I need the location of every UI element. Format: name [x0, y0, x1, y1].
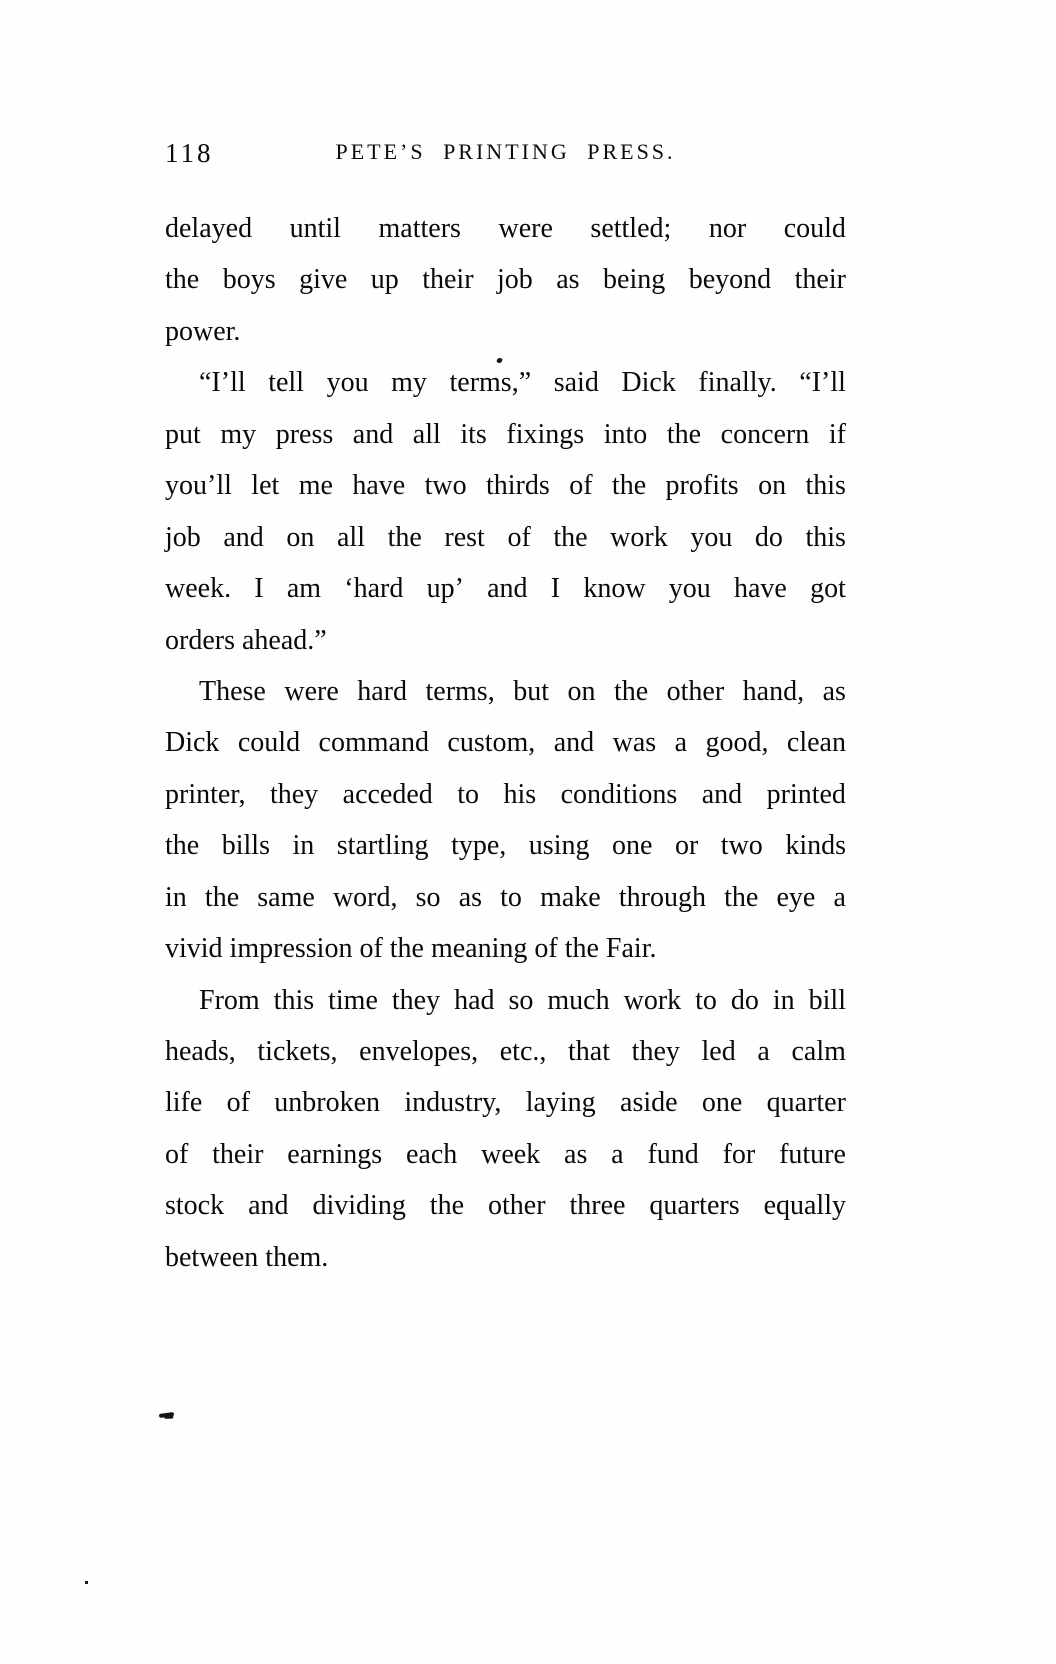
text-line: “I’ll tell you my terms,” said Dick finally. “I’ll [199, 367, 846, 399]
text-line: vivid impression of the meaning of the Fair. [165, 933, 657, 965]
text-line: heads, tickets, envelopes, etc., that they led a calm [165, 1036, 846, 1067]
text-line: you’ll let me have two thirds of the profits on this [165, 470, 846, 502]
ink-dot-artifact [85, 1581, 88, 1584]
text-line: printer, they acceded to his conditions and printed [165, 778, 846, 810]
text-line: delayed until matters were settled; nor could [165, 213, 846, 244]
page-number: 118 [165, 138, 214, 168]
text-line: orders ahead.” [165, 624, 327, 656]
text-line: job and on all the rest of the work you do this [165, 521, 846, 553]
running-head: PETE’S PRINTING PRESS. [335, 139, 676, 164]
text-line: the boys give up their job as being beyond their [165, 264, 846, 296]
text-line: These were hard terms, but on the other hand, as [199, 675, 846, 707]
text-line: in the same word, so as to make through the eye a [165, 881, 846, 913]
stray-pen-mark-artifact [159, 1412, 174, 1418]
text-line: of their earnings each week as a fund for future [165, 1138, 846, 1170]
text-line: From this time they had so much work to do in bill [199, 984, 846, 1016]
text-line: Dick could command custom, and was a good, clean [165, 727, 846, 759]
page-header [165, 134, 846, 172]
text-line: put my press and all its fixings into the concern if [165, 418, 846, 450]
text-line: power. [165, 315, 241, 347]
text-line: life of unbroken industry, laying aside one quarter [165, 1087, 846, 1119]
text-line: stock and dividing the other three quarters equally [165, 1190, 846, 1222]
text-line: the bills in startling type, using one or two kinds [165, 830, 846, 862]
text-line: week. I am ‘hard up’ and I know you have got [165, 573, 846, 605]
text-line: between them. [165, 1241, 329, 1273]
text-block [165, 213, 846, 1293]
